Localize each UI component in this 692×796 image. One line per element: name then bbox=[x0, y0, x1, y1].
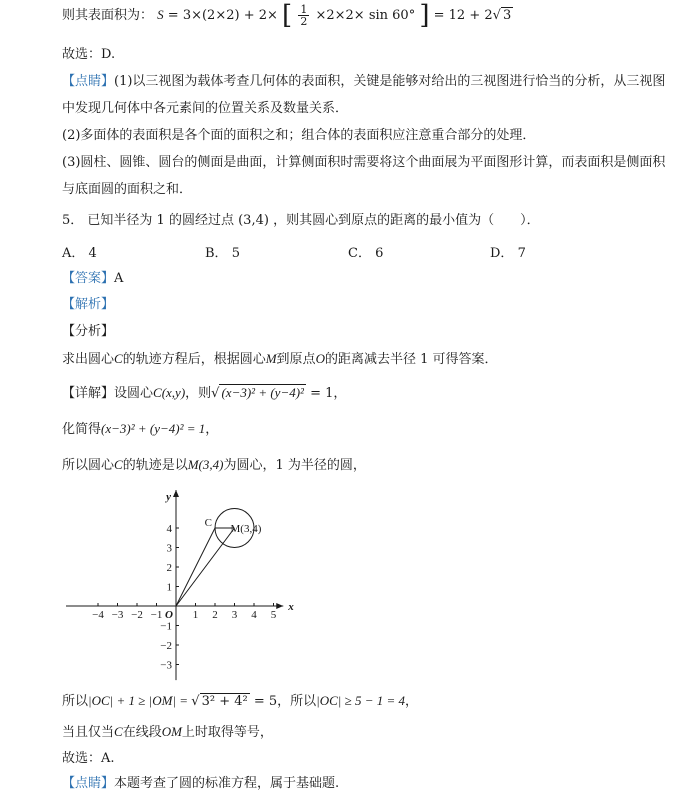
equality-line: 当且仅当C在线段OM上时取得等号， bbox=[62, 724, 273, 740]
question-5: 5． 已知半径为 1 的圆经过点 (3,4) ，则其圆心到原点的距离的最小值为（ ）． bbox=[62, 213, 540, 228]
segment-OC bbox=[176, 528, 215, 606]
dianjing-2: 【点睛】本题考查了圆的标准方程，属于基础题. bbox=[62, 776, 340, 791]
dianjing-line-5: 与底面圆的面积之和． bbox=[62, 182, 193, 197]
y-tick-label: −2 bbox=[160, 640, 172, 652]
point-c-label: C bbox=[204, 517, 212, 529]
fenxi-tag: 【分析】 bbox=[62, 324, 115, 339]
y-axis-arrow bbox=[173, 490, 179, 497]
dianjing-2-tag: 【点睛】 bbox=[62, 776, 115, 791]
option-c[interactable]: C． 6 bbox=[348, 246, 384, 261]
jiexi-tag: 【解析】 bbox=[62, 297, 115, 312]
surface-area-formula: 则其表面积为： S = 3×(2×2) + 2× [ $\frac{1}{2}$ ×2×2× sin 60° ] = 12 + 2√ 3 bbox=[62, 0, 512, 31]
point-m-label: M(3,4) bbox=[230, 523, 262, 535]
x-axis-label: x bbox=[288, 601, 294, 613]
x-tick-label: −4 bbox=[92, 609, 104, 621]
conclusion-line: 所以|OC| + 1 ≥ |OM| = √ 3² + 4² = 5，所以|OC| ≥ 5 − 1 = 4， bbox=[62, 693, 419, 709]
dianjing-line-3: (2)多面体的表面积是各个面的面积之和；组合体的表面积应注意重合部分的处理． bbox=[62, 128, 536, 143]
segment-OM bbox=[176, 528, 235, 606]
x-axis-arrow bbox=[276, 603, 283, 609]
y-tick-label: −3 bbox=[160, 659, 172, 672]
answer-line: 【答案】A bbox=[62, 271, 124, 286]
dianjing-tag: 【点睛】 bbox=[62, 74, 115, 89]
x-tick-label: 1 bbox=[192, 609, 199, 621]
option-d[interactable]: D． 7 bbox=[490, 246, 526, 261]
dianjing-line-2: 中发现几何体中各元素间的位置关系及数量关系． bbox=[62, 101, 349, 116]
x-tick-label: −1 bbox=[150, 609, 163, 621]
y-tick-label: 2 bbox=[166, 562, 172, 574]
answer-line-d: 故选：D. bbox=[62, 47, 116, 62]
x-tick-label: −2 bbox=[131, 609, 143, 621]
fenxi-text: 求出圆心C的轨迹方程后，根据圆心M到原点O的距离减去半径 1 可得答案． bbox=[62, 351, 498, 367]
dianjing-line-4: (3)圆柱、圆锥、圆台的侧面是曲面，计算侧面积时需要将这个曲面展为平面图形计算，而表面积是侧面积 bbox=[62, 155, 666, 170]
y-tick-label: 4 bbox=[166, 523, 172, 535]
origin-label: O bbox=[165, 609, 173, 621]
option-a[interactable]: A． 4 bbox=[62, 246, 97, 261]
y-tick-label: 3 bbox=[166, 542, 172, 555]
detail-line: 【详解】设圆心C(x,y)，则√ (x−3)² + (y−4)² = 1， bbox=[62, 385, 347, 401]
x-tick-label: −3 bbox=[111, 609, 124, 621]
locus-line: 所以圆心C的轨迹是以M(3,4)为圆心，1 为半径的圆， bbox=[62, 457, 366, 473]
y-tick-label: 1 bbox=[166, 581, 172, 594]
dianjing-line-1: 【点睛】(1)以三视图为载体考查几何体的表面积，关键是能够对给出的三视图进行恰当的分析，从三视图 bbox=[62, 74, 666, 89]
fraction: $\frac{1}{2}$ bbox=[300, 3, 308, 28]
coordinate-graph bbox=[62, 486, 294, 686]
option-b[interactable]: B． 5 bbox=[205, 246, 240, 261]
answer-tag: 【答案】 bbox=[62, 271, 115, 286]
y-axis-label: y bbox=[166, 491, 171, 503]
x-tick-label: 2 bbox=[212, 609, 218, 621]
x-tick-label: 4 bbox=[251, 609, 257, 621]
final-answer: 故选：A. bbox=[62, 751, 115, 766]
x-tick-label: 3 bbox=[231, 609, 238, 621]
x-tick-label: 5 bbox=[270, 609, 277, 621]
simplify-line: 化简得(x−3)² + (y−4)² = 1， bbox=[62, 421, 219, 437]
y-tick-label: −1 bbox=[160, 620, 172, 633]
